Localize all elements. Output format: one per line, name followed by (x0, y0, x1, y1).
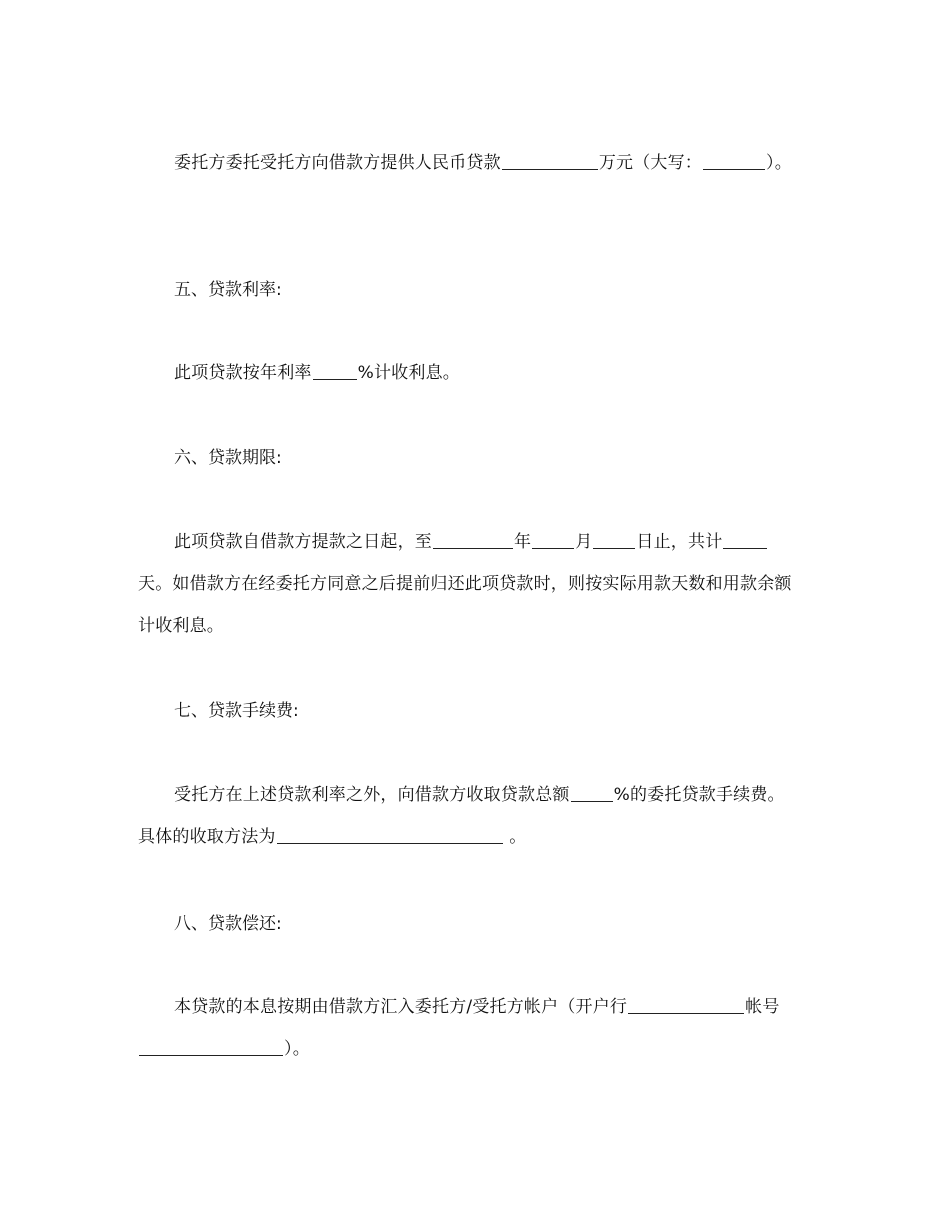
loan-amount-paragraph (138, 142, 800, 184)
handling-fee-paragraph (138, 774, 800, 858)
repayment-paragraph (138, 986, 800, 1070)
repayment-bank-blank (628, 996, 744, 1014)
interest-rate-blank (313, 362, 357, 380)
account-number-text: 帐号 (745, 997, 780, 1017)
year-text: 年 (514, 532, 532, 552)
interest-rate-paragraph (138, 352, 800, 394)
handling-fee-heading: 七、贷款手续费: (174, 701, 299, 721)
interest-rate-suffix-text: %计收利息。 (357, 363, 460, 383)
day-total-text: 日止，共计 (636, 532, 723, 552)
repayment-close-text: ）。 (284, 1039, 310, 1059)
handling-fee-method-blank (277, 826, 503, 844)
handling-fee-close-text: 。 (503, 827, 527, 847)
repayment-account-blank (139, 1038, 283, 1056)
loan-amount-unit-text: 万元（大写： (598, 153, 703, 173)
month-text: 月 (575, 532, 593, 552)
loan-amount-text: 委托方委托受托方向借款方提供人民币贷款 (174, 153, 501, 173)
interest-rate-heading: 五、贷款利率: (174, 280, 282, 300)
handling-fee-method-text: %的委托贷款手续费。具体的收取方法为 (138, 785, 785, 847)
loan-term-text: 此项贷款自借款方提款之日起，至 (174, 532, 432, 552)
loan-term-year-blank (433, 531, 513, 549)
early-repayment-text: 天。如借款方在经委托方同意之后提前归还此项贷款时，则按实际用款天数和用款余额计收利息。 (138, 574, 792, 636)
loan-amount-capital-blank (703, 152, 765, 170)
loan-amount-blank (502, 152, 598, 170)
handling-fee-rate-blank (571, 784, 613, 802)
loan-term-days-blank (723, 531, 767, 549)
interest-rate-text: 此项贷款按年利率 (174, 363, 312, 383)
repayment-text: 本贷款的本息按期由借款方汇入委托方/受托方帐户（开户行 (174, 997, 628, 1017)
repayment-heading: 八、贷款偿还: (174, 914, 282, 934)
loan-term-paragraph (138, 521, 800, 647)
loan-term-month-blank (532, 531, 574, 549)
loan-term-day-blank (593, 531, 635, 549)
handling-fee-text: 受托方在上述贷款利率之外，向借款方收取贷款总额 (174, 785, 570, 805)
loan-term-heading: 六、贷款期限: (174, 448, 282, 468)
loan-amount-close-text: ）。 (766, 153, 792, 173)
